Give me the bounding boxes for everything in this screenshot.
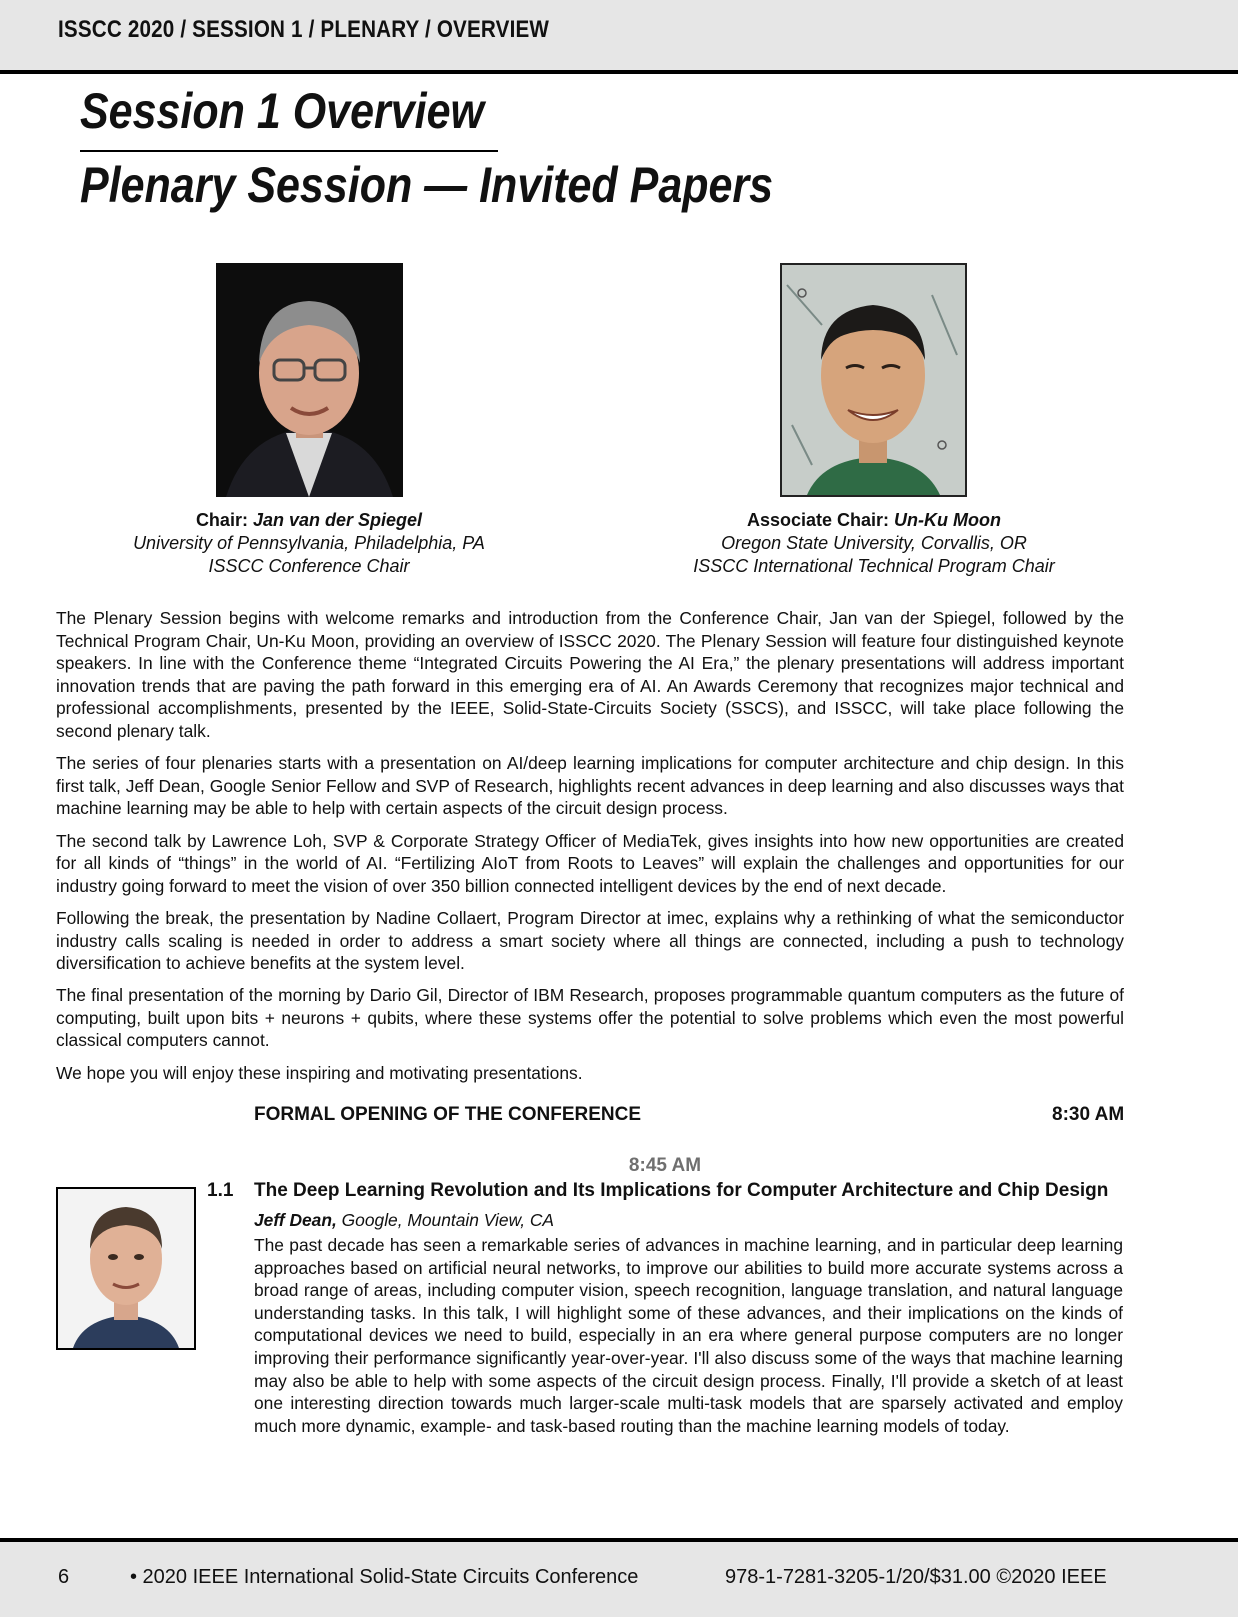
overview-paragraph: Following the break, the presentation by Nadine Collaert, Program Director at imec, explains why a rethinking of what the semiconductor industry calls scaling is needed in order to address a smart society where all things are connected, including a push to technology diversification to achieve benefits at the system level. (56, 907, 1124, 974)
associate-chair-name: Un-Ku Moon (894, 510, 1002, 530)
page-number: 6 (58, 1566, 70, 1588)
footer-isbn: 978-1-7281-3205-1/20/$31.00 ©2020 IEEE (725, 1566, 1107, 1588)
formal-opening-label: FORMAL OPENING OF THE CONFERENCE (254, 1104, 642, 1125)
running-header (0, 0, 1238, 74)
speaker-photo (56, 1187, 196, 1350)
associate-chair-caption (644, 509, 1104, 578)
overview-paragraph: The second talk by Lawrence Loh, SVP & Corporate Strategy Officer of MediaTek, gives insights into how new opportunities are created for all kinds of “things” in the world of AI. “Fertilizing AIoT from Roots to Leaves” will explain the challenges and opportunities for our industry going forward to meet the vision of over 350 billion connected intelligent devices by the end of next decade. (56, 830, 1124, 896)
overview-paragraph: The Plenary Session begins with welcome remarks and introduction from the Conference Chair, Jan van der Spiegel, followed by the Technical Program Chair, Un-Ku Moon, providing an overview of ISSCC 2020. The Plenary Session will feature four distinguished keynote speakers. In line with the Conference theme “Integrated Circuits Powering the AI Era,” the plenary presentations will address important innovation trends that are paving the path forward in this emerging era of AI. An Awards Ceremony that recognizes major technical and professional accomplishments, presented by the IEEE, Solid-State-Circuits Society (SSCS), and ISSCC, will take place following the second plenary talk. (56, 608, 1124, 741)
paper-title: The Deep Learning Revolution and Its Implications for Computer Architecture and Chip Design (254, 1180, 1109, 1201)
overview-text (56, 607, 1124, 1094)
session-subtitle: Plenary Session — Invited Papers (80, 157, 774, 213)
overview-paragraph: We hope you will enjoy these inspiring and motivating presentations. (56, 1062, 583, 1083)
paper-time: 8:45 AM (628, 1155, 702, 1176)
paper-author-line (254, 1210, 554, 1231)
chair-photo (216, 263, 403, 497)
formal-opening-time: 8:30 AM (1052, 1104, 1125, 1125)
running-head-text: ISSCC 2020 / SESSION 1 / PLENARY / OVERVIEW (58, 16, 550, 43)
page-footer (0, 1538, 1238, 1617)
paper-affiliation: Google, Mountain View, CA (341, 1210, 555, 1230)
associate-chair-affiliation: Oregon State University, Corvallis, OR (721, 533, 1027, 553)
footer-conference: • 2020 IEEE International Solid-State Circuits Conference (130, 1566, 639, 1588)
chair-role: Chair: (195, 510, 248, 530)
chair-name: Jan van der Spiegel (252, 510, 423, 530)
overview-paragraph: The final presentation of the morning by Dario Gil, Director of IBM Research, proposes programmable quantum computers as the future of computing, built upon bits + neurons + qubits, where these systems offer the potential to solve problems which even the most powerful classical computers cannot. (56, 985, 1124, 1051)
chair-title: ISSCC Conference Chair (208, 556, 410, 576)
associate-chair-photo (780, 263, 967, 497)
chair-caption (79, 509, 539, 578)
paper-abstract: The past decade has seen a remarkable series of advances in machine learning, and in particular deep learning approaches based on artificial neural networks, to improve our abilities to build more accurate systems across a broad range of areas, including computer vision, speech recognition, language translation, and natural language understanding tasks. In this talk, I will highlight some of these advances, and their implications on the kinds of computational devices we need to build, especially in an era where general purpose computers are no longer improving their performance significantly year-over-year. I'll also discuss some of the ways that machine learning may also be able to help with some aspects of the circuit design process. Finally, I'll provide a sketch of at least one interesting direction towards much larger-scale multi-task models that are sparsely activated and employ much more dynamic, example- and task-based routing than the machine learning models of today. (254, 1235, 1123, 1436)
session-title: Session 1 Overview (80, 83, 484, 139)
paper-author: Jeff Dean, (254, 1210, 337, 1230)
paper-number: 1.1 (207, 1180, 234, 1201)
associate-chair-role: Associate Chair: (746, 510, 890, 530)
chair-affiliation: University of Pennsylvania, Philadelphia, PA (133, 533, 485, 553)
associate-chair-title: ISSCC International Technical Program Chair (693, 556, 1055, 576)
title-divider (80, 150, 498, 152)
overview-paragraph: The series of four plenaries starts with a presentation on AI/deep learning implications for computer architecture and chip design. In this first talk, Jeff Dean, Google Senior Fellow and SVP of Research, highlights recent advances in deep learning and also discusses ways that machine learning may be able to help with certain aspects of the circuit design process. (56, 753, 1124, 819)
